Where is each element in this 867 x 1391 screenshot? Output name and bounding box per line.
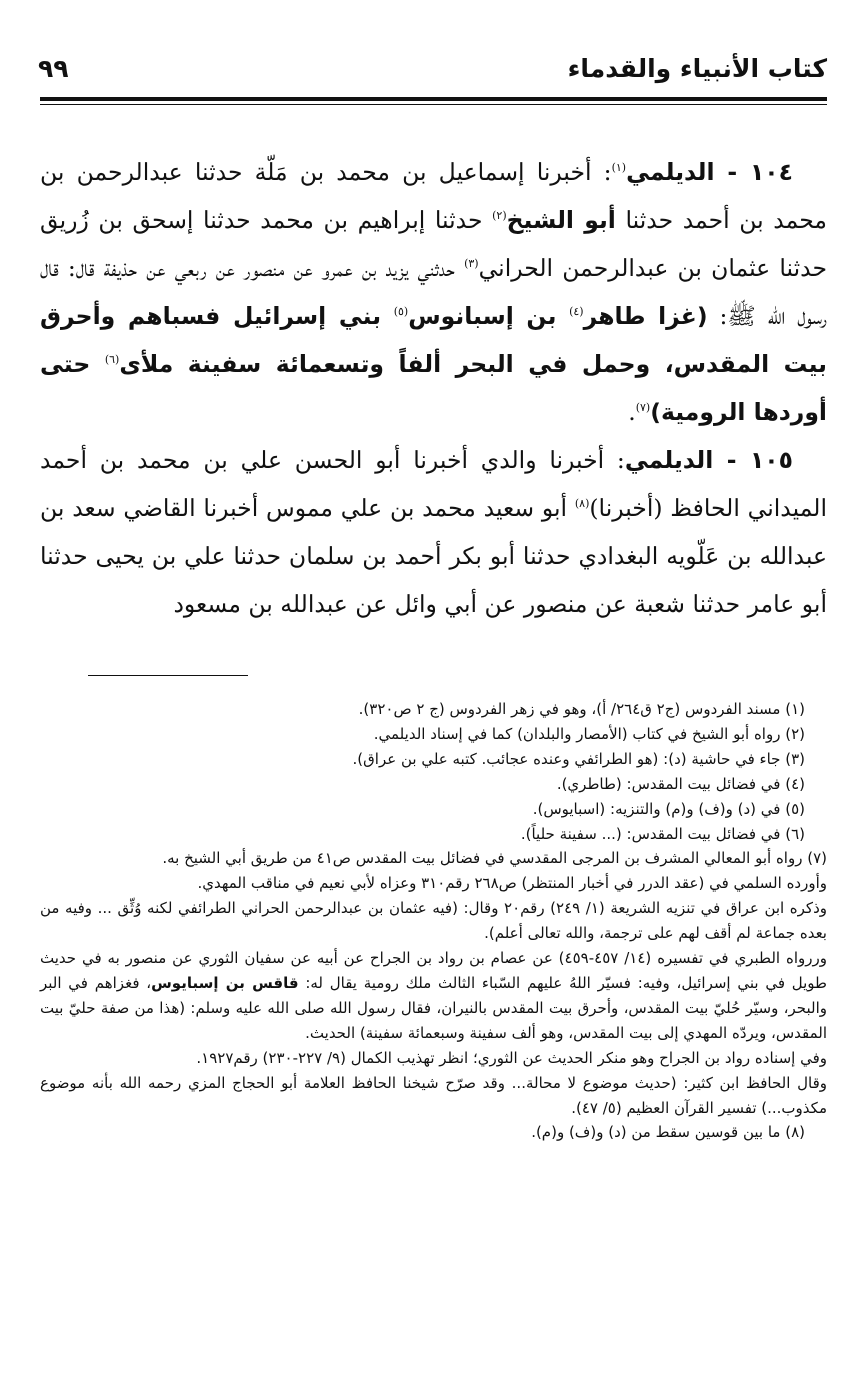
footnote-7-continued: وذكره ابن عراق في تنزيه الشريعة (١/ ٢٤٩) رقم٢٠ وقال: (فيه عثمان بن عبدالرحمن الحراني الطرائفي لكنه وُثِّق ... وفيه من بعده جماعة لم أقف لهم على ترجمة، والله تعالى أعلم). (40, 899, 828, 943)
footnote-bold-name: قاقس بن إسبايوس (151, 973, 299, 992)
hadith-matn: حتى أوردها الرومية) (40, 350, 827, 426)
isnad-text: حدثنا إبراهيم بن محمد حدثنا إسحق بن زُريق حدثنا عثمان بن عبدالرحمن الحراني (40, 206, 828, 282)
footnote-ref: (٨) (574, 497, 590, 511)
hadith-105 (40, 436, 827, 628)
footnote-text: وررواه الطبري في تفسيره (١٤/ ٤٥٧-٤٥٩) عن عصام بن رواد بن الجراح عن أبيه عن سفيان الثوري عن منصور به في حديث طويل في بني إسرائيل، وفيه: فسيّر اللهُ عليهم السّباء الثالث ملك رومية يقال له: (40, 949, 828, 992)
footnote-7-continued: وأورده السلمي في (عقد الدرر في أخبار المنتظر) ص٢٦٨ رقم٣١٠ وعزاه لأبي نعيم في مناقب المهدي. (197, 874, 827, 893)
footnote-7-continued (40, 946, 827, 1046)
hadith-number: ١٠٤ - (714, 158, 793, 186)
footnote-ref: (٦) (104, 353, 120, 367)
hadith-matn: (غزا طاهر (583, 302, 708, 330)
footnote-ref: (٣) (464, 257, 479, 271)
footnote-2: (٢) رواه أبو الشيخ في كتاب (الأمصار والبلدان) كما في إسناد الديلمي. (373, 724, 805, 743)
source-name: الديلمي (626, 158, 715, 186)
hadith-matn: بني إسرائيل فسباهم وأحرق بيت المقدس، وحمل في البحر ألفاً وتسعمائة سفينة ملأى (40, 302, 827, 378)
header-rule-thin (40, 104, 827, 105)
footnote-1: (١) مسند الفردوس (ج٢ ق٢٦٤/ أ)، وهو في زهر الفردوس (ج ٢ ص٣٢٠). (358, 700, 805, 718)
footnote-text: ، فغزاهم في البر والبحر، وسيّر حُليّ بيت المقدس، وأحرق بيت المقدس بالنيران، فقال رسول الله صلى الله عليه وسلم: (هذا من صفة حليّ بيت المقدس، ويردّه المهدي إلى بيت المقدس، وهو ألف سفينة وسبعمائة سفينة) الحديث. (40, 973, 827, 1042)
hadith-104 (40, 148, 827, 436)
footnote-7-continued: وقال الحافظ ابن كثير: (حديث موضوع لا محالة... وقد صرّح شيخنا الحافظ العلامة أبو الحجاج المزي رحمه الله بأنه موضوع مكذوب...) تفسير القرآن العظيم (٥/ ٤٧). (40, 1073, 827, 1117)
isnad-text: : أخبرنا والدي أخبرنا أبو الحسن علي بن محمد بن أحمد الميداني الحافظ (أخبرنا) (40, 446, 827, 522)
isnad-text: حدثني يزيد بن عمرو عن منصور عن ربعي عن حذيفة قال: قال رسول الله ﷺ: (40, 254, 827, 330)
narrator-name: أبو الشيخ (506, 206, 616, 234)
isnad-text: أبو سعيد محمد بن علي مموس أخبرنا القاضي سعد بن عبدالله بن عَلّويه البغدادي حدثنا أبو بكر أحمد بن سلمان حدثنا علي بن يحيى حدثنا أبو عامر حدثنا شعبة عن منصور عن أبي وائل عن عبدالله بن مسعود (40, 494, 827, 618)
footnote-7-continued: وفي إسناده رواد بن الجراح وهو منكر الحديث عن الثوري؛ انظر تهذيب الكمال (٩/ ٢٢٧-٢٣٠) رقم١٩٢٧. (196, 1048, 827, 1067)
footnote-ref: (٤) (569, 305, 584, 319)
footnote-ref: (٧) (635, 401, 651, 415)
hadith-number: ١٠٥ - (713, 446, 793, 474)
source-name: الديلمي (624, 446, 714, 474)
header-rule-thick (40, 97, 827, 101)
footnote-ref: (٥) (393, 305, 409, 319)
footnote-ref: (٢) (492, 209, 507, 223)
footnotes (40, 697, 827, 1145)
running-header (38, 54, 827, 94)
book-title: كتاب الأنبياء والقدماء (567, 54, 827, 83)
footnote-5: (٥) في (د) و(ف) و(م) والتنزيه: (اسبايوس). (532, 799, 805, 818)
main-text (40, 148, 827, 628)
page-number: ٩٩ (38, 54, 69, 83)
period: . (628, 398, 636, 426)
footnote-4: (٤) في فضائل بيت المقدس: (طاطري). (556, 774, 805, 793)
footnote-6: (٦) في فضائل بيت المقدس: (... سفينة حلياً). (520, 824, 805, 843)
footnote-3: (٣) جاء في حاشية (د): (هو الطرائفي وعنده عجائب. كتبه علي بن عراق). (352, 749, 805, 768)
hadith-matn: بن إسبانوس (408, 302, 570, 330)
isnad-text: : أخبرنا إسماعيل بن محمد بن مَلّة حدثنا عبدالرحمن بن محمد بن أحمد حدثنا (40, 158, 827, 234)
footnote-separator (88, 675, 248, 676)
footnote-ref: (١) (611, 161, 627, 175)
footnote-7: (٧) رواه أبو المعالي المشرف بن المرجى المقدسي في فضائل بيت المقدس ص٤١ من طريق أبي الشيخ به. (162, 849, 827, 868)
footnote-8: (٨) ما بين قوسين سقط من (د) و(ف) و(م). (531, 1123, 805, 1142)
